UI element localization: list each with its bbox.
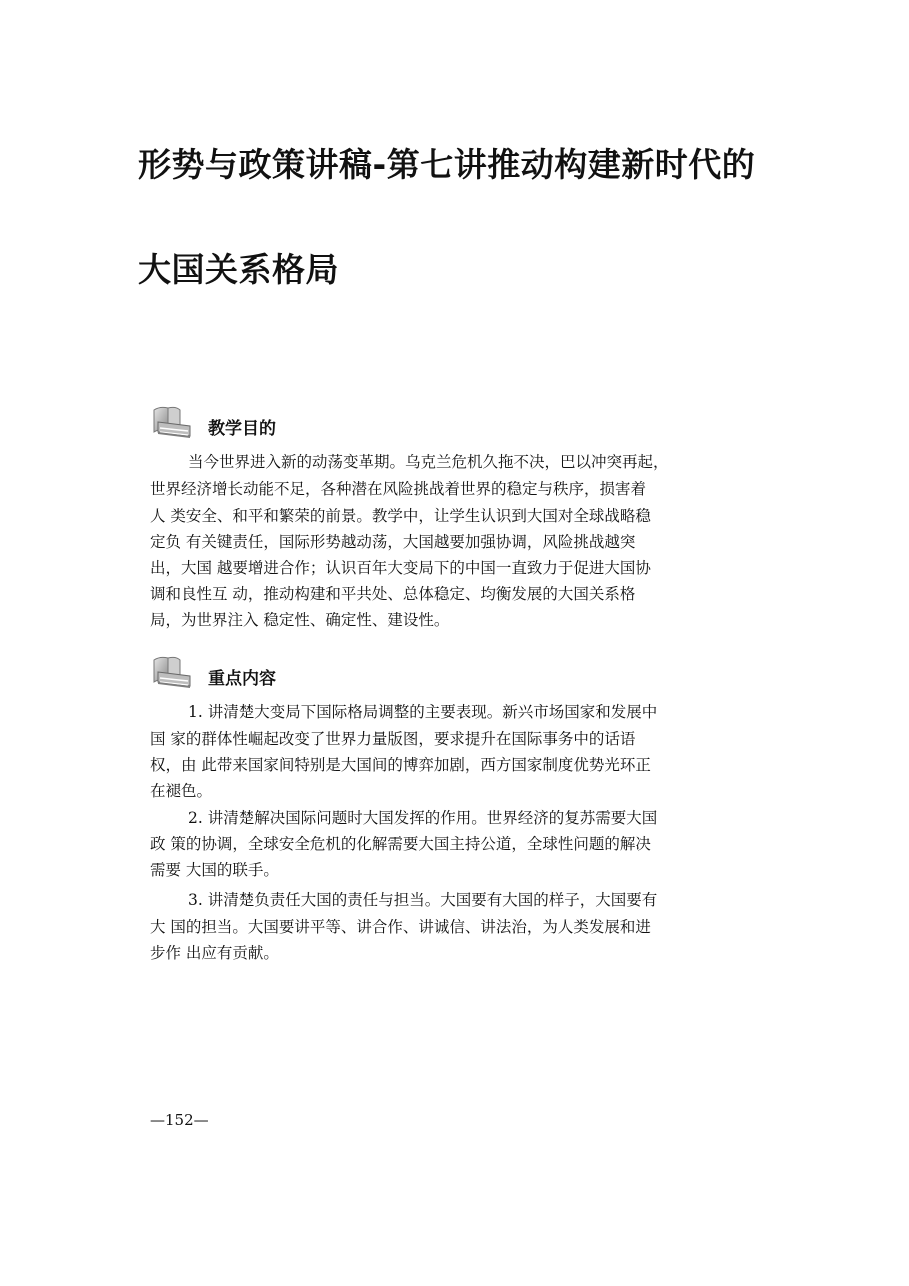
page-number: —152— [150,1111,209,1129]
paragraph-line: 局，为世界注入 稳定性、确定性、建设性。 [150,611,450,629]
paragraph-line: 在褪色。 [150,782,213,800]
paragraph-line: 步作 出应有贡献。 [150,944,279,962]
paragraph-line: 调和良性互 动，推动构建和平共处、总体稳定、均衡发展的大国关系格 [150,585,636,603]
book-stack-icon [150,404,196,442]
book-stack-icon [150,654,196,692]
paragraph-line: 需要 大国的联手。 [150,861,279,879]
paragraph-line: 世界经济增长动能不足，各种潜在风险挑战着世界的稳定与秩序，损害着 [150,480,647,498]
section-title: 重点内容 [208,669,276,689]
paragraph-line: 定负 有关键责任，国际形势越动荡，大国越要加强协调，风险挑战越突 [150,533,636,551]
paragraph-line: 3. 讲清楚负责任大国的责任与担当。大国要有大国的样子，大国要有 [188,891,658,909]
document-title-line-2: 大国关系格局 [138,250,339,289]
paragraph-line: 1. 讲清楚大变局下国际格局调整的主要表现。新兴市场国家和发展中 [188,703,658,721]
section-header-teaching-goals [150,398,276,442]
section-header-key-content [150,648,276,692]
paragraph-line: 国 家的群体性崛起改变了世界力量版图，要求提升在国际事务中的话语 [150,730,636,748]
document-title-line-1: 形势与政策讲稿-第七讲推动构建新时代的 [138,145,756,184]
paragraph-line: 权，由 此带来国家间特别是大国间的博弈加剧，西方国家制度优势光环正 [150,756,651,774]
paragraph-line: 2. 讲清楚解决国际问题时大国发挥的作用。世界经济的复苏需要大国 [188,809,658,827]
paragraph-line: 出，大国 越要增进合作；认识百年大变局下的中国一直致力于促进大国协 [150,559,651,577]
paragraph-line: 人 类安全、和平和繁荣的前景。教学中，让学生认识到大国对全球战略稳 [150,507,651,525]
paragraph-line: 政 策的协调，全球安全危机的化解需要大国主持公道，全球性问题的解决 [150,835,651,853]
section-title: 教学目的 [208,419,276,439]
paragraph-line: 当今世界进入新的动荡变革期。乌克兰危机久拖不决，巴以冲突再起， [188,453,669,471]
paragraph-line: 大 国的担当。大国要讲平等、讲合作、讲诚信、讲法治，为人类发展和进 [150,918,651,936]
